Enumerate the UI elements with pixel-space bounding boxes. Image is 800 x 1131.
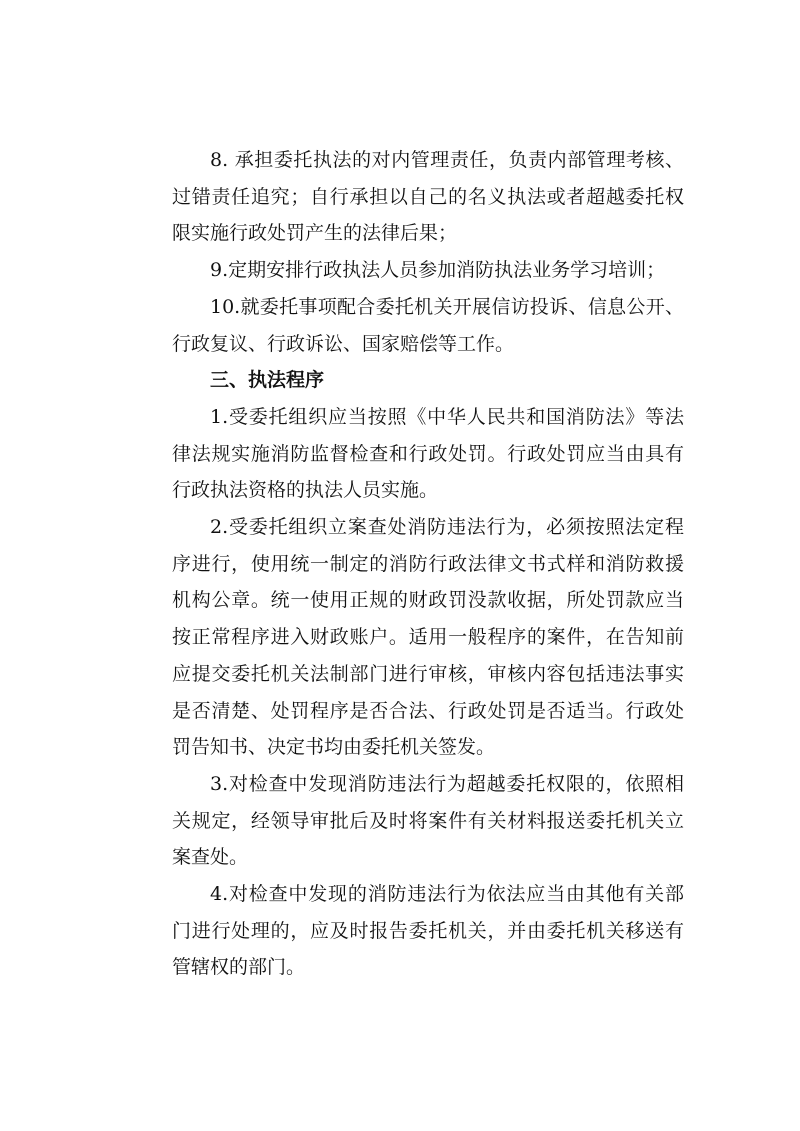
paragraph-procedure-1: 1.受委托组织应当按照《中华人民共和国消防法》等法律法规实施消防监督检查和行政处罚。行政处罚应当由具有行政执法资格的执法人员实施。 <box>172 405 684 502</box>
paragraph-procedure-2: 2.受委托组织立案查处消防违法行为，必须按照法定程序进行，使用统一制定的消防行政法律文书式样和消防救援机构公章。统一使用正规的财政罚没款收据，所处罚款应当按正常程序进入财政账户。适用一般程序的案件，在告知前应提交委托机关法制部门进行审核，审核内容包括违法事实是否清楚、处罚程序是否合法、行政处罚是否适当。行政处罚告知书、决定书均由委托机关签发。 <box>172 516 684 759</box>
paragraph-item-10: 10.就委托事项配合委托机关开展信访投诉、信息公开、行政复议、行政诉讼、国家赔偿等工作。 <box>172 295 684 355</box>
section-heading: 三、执法程序 <box>210 369 325 392</box>
paragraph-item-8: 8. 承担委托执法的对内管理责任，负责内部管理考核、过错责任追究；自行承担以自己的名义执法或者超越委托权限实施行政处罚产生的法律后果； <box>172 149 684 245</box>
paragraph-item-9: 9.定期安排行政执法人员参加消防执法业务学习培训； <box>210 259 666 282</box>
paragraph-procedure-3: 3.对检查中发现消防违法行为超越委托权限的，依照相关规定，经领导审批后及时将案件有关材料报送委托机关立案查处。 <box>172 772 684 869</box>
document-body <box>172 142 684 986</box>
paragraph-procedure-4: 4.对检查中发现的消防违法行为依法应当由其他有关部门进行处理的，应及时报告委托机关，并由委托机关移送有管辖权的部门。 <box>172 883 684 979</box>
